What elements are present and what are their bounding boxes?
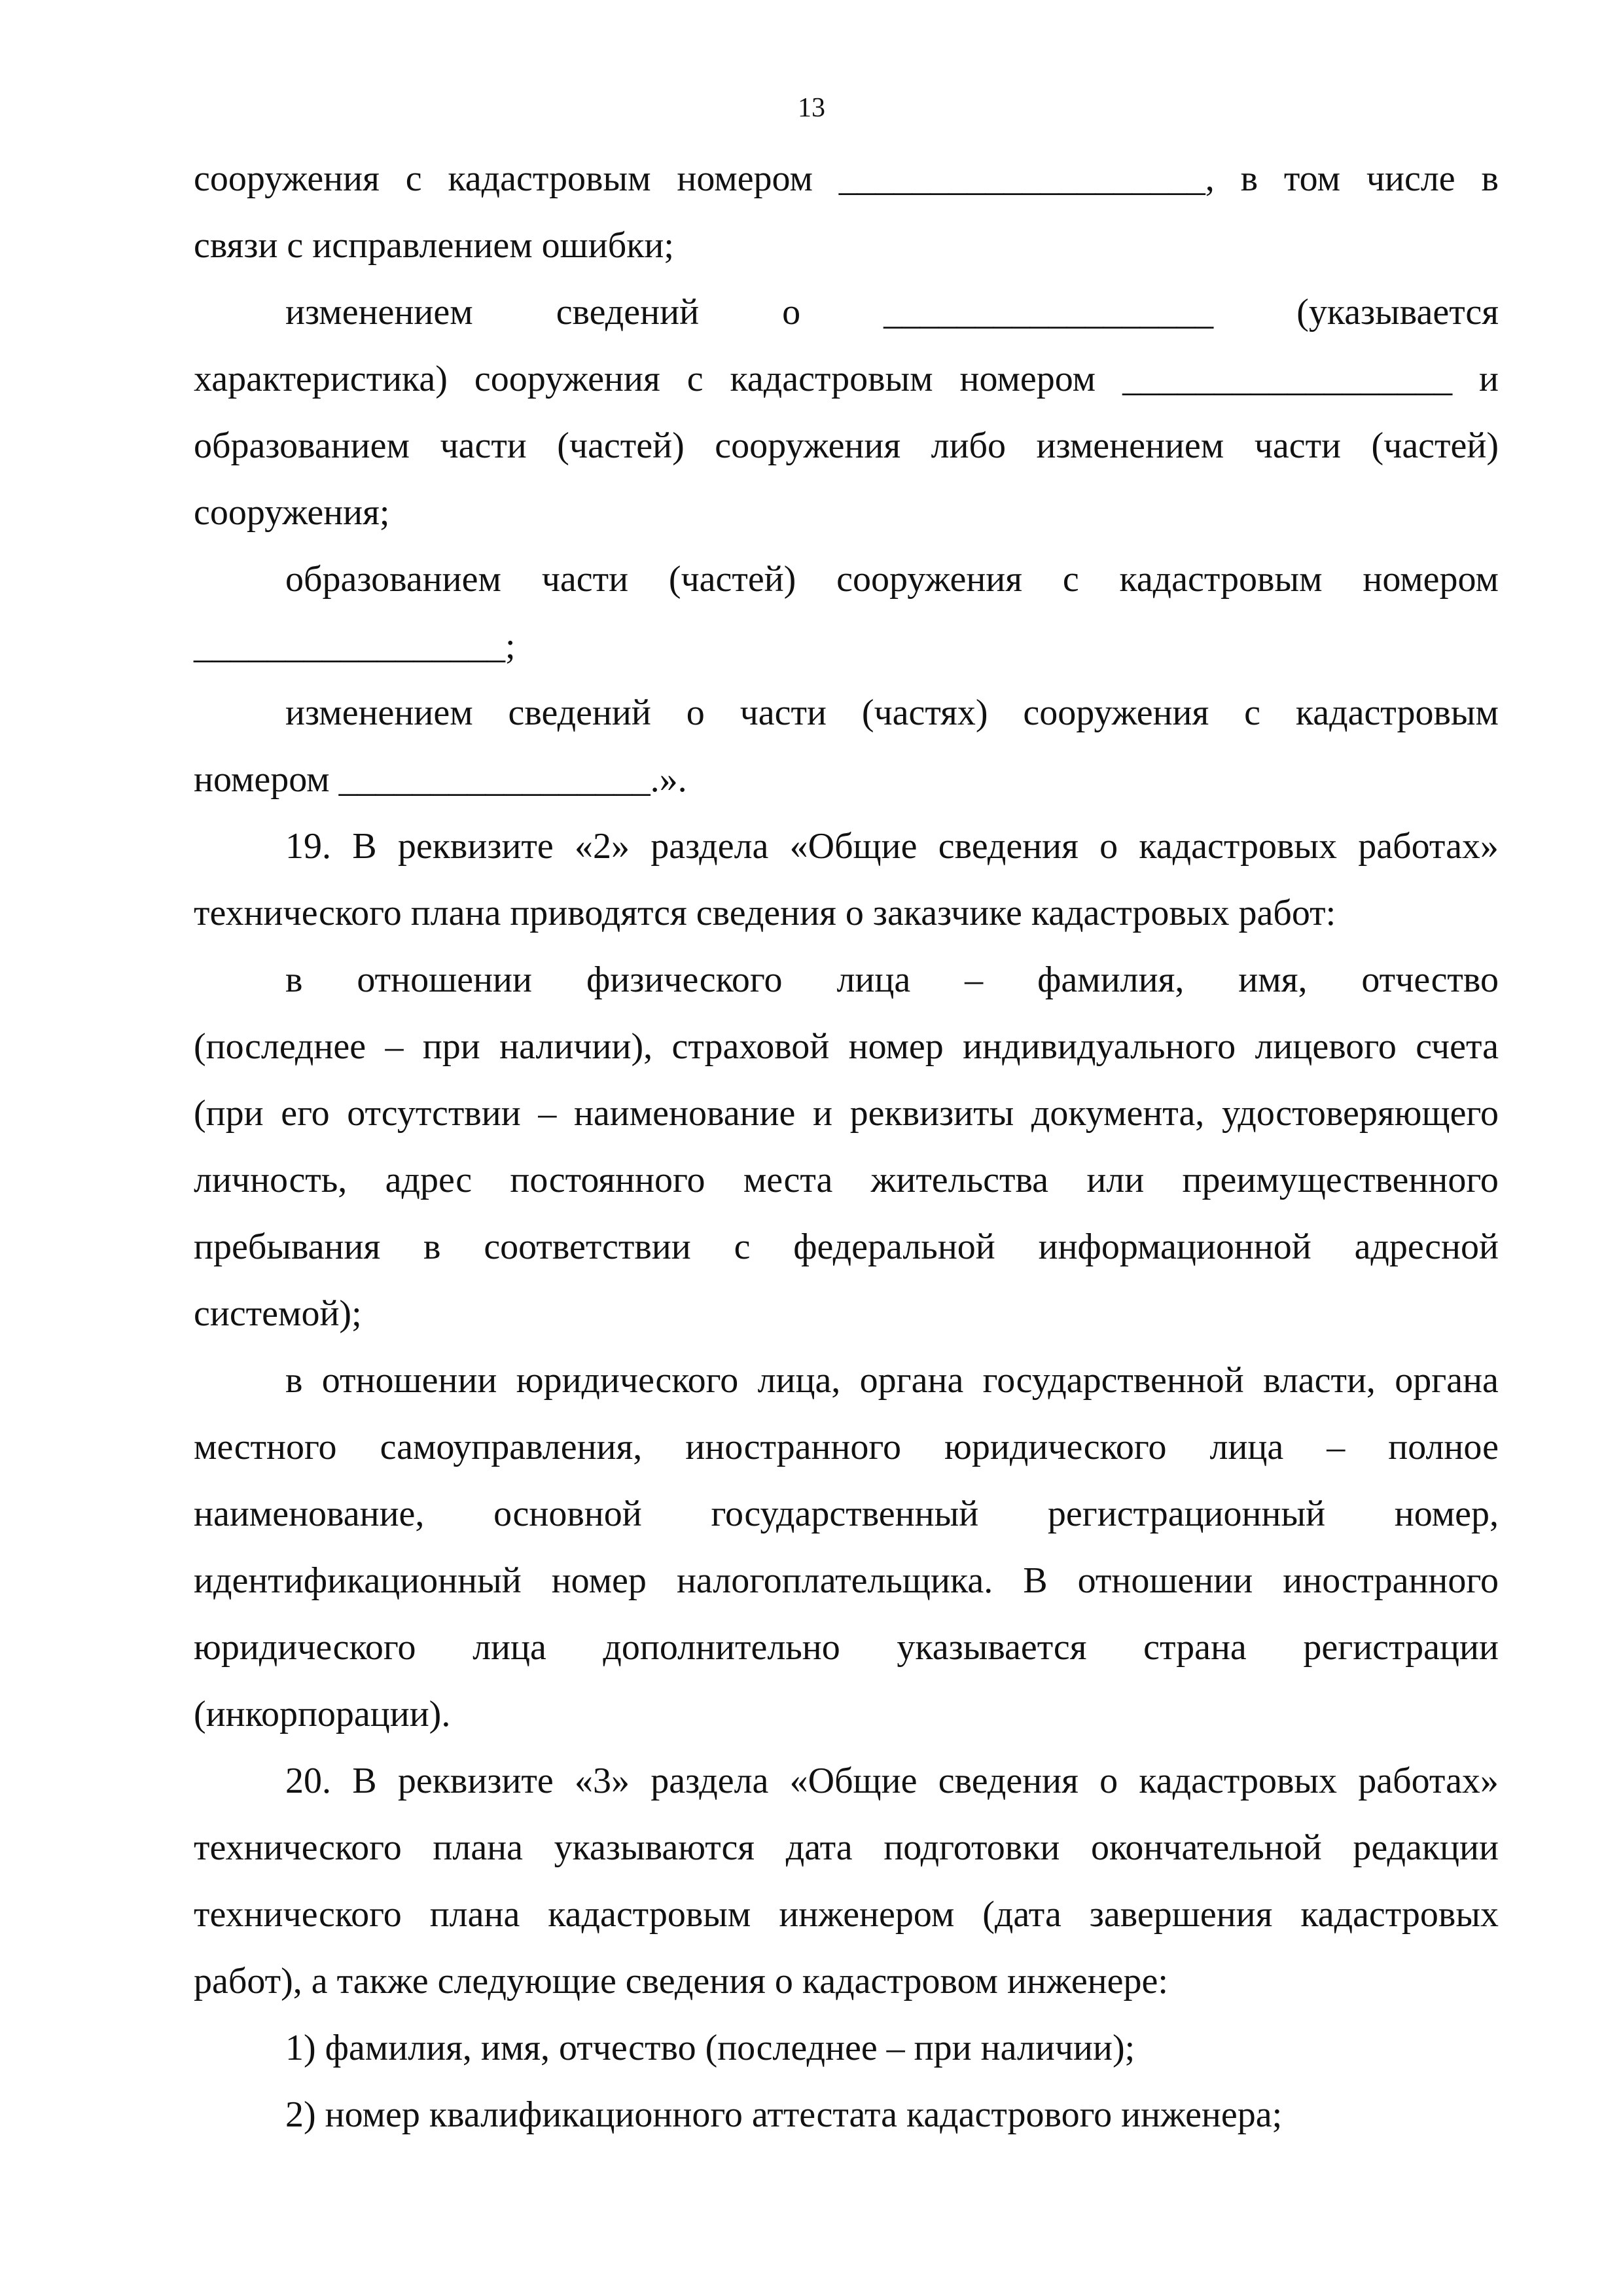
word: В (352, 826, 377, 867)
word: изменением (285, 692, 473, 733)
text-line-l7 (194, 546, 1499, 613)
word: государственной (982, 1360, 1244, 1401)
word: «Общие (789, 1761, 918, 1801)
text-line-l16 (194, 1147, 1499, 1213)
word: кадастровым (730, 359, 933, 399)
text-line-l26 (194, 1814, 1499, 1881)
word: постоянного (510, 1160, 705, 1200)
word: технического (194, 1894, 402, 1935)
word: (последнее (194, 1026, 366, 1067)
word: с (1244, 692, 1260, 733)
word: юридического (194, 1627, 416, 1668)
word: сведения (938, 1761, 1079, 1801)
word: (при (194, 1093, 264, 1134)
word: при (422, 1026, 480, 1067)
text-line-l13 (194, 946, 1499, 1013)
word: технического плана приводятся сведения о заказчике кадастровых работ: (194, 893, 1336, 933)
word: наименование (573, 1093, 796, 1134)
word: части (541, 559, 629, 600)
word: с (687, 359, 704, 399)
word: __________________ (883, 292, 1214, 332)
word: «2» (575, 826, 630, 867)
word: 1) фамилия, имя, отчество (последнее – при наличии); (285, 2028, 1135, 2068)
word: – (1327, 1427, 1346, 1467)
word: информационной (1038, 1227, 1311, 1267)
word: и (812, 1093, 832, 1134)
word: номер (848, 1026, 944, 1067)
word: личность, (194, 1160, 348, 1200)
word: имя, (1238, 960, 1308, 1000)
text-line-l4 (194, 346, 1499, 412)
word: технического (194, 1827, 402, 1868)
word: лицевого (1255, 1026, 1397, 1067)
word: лица (836, 960, 911, 1000)
word: с (734, 1227, 751, 1267)
word: идентификационный (194, 1560, 522, 1601)
word: лица (473, 1627, 546, 1668)
word: кадастровых (1300, 1894, 1499, 1935)
word: редакции (1353, 1827, 1499, 1868)
word: с (405, 158, 422, 199)
word: (частей) (1371, 425, 1499, 466)
word: отсутствии (347, 1093, 521, 1134)
word: наименование, (194, 1494, 425, 1534)
word: отношении (357, 960, 532, 1000)
word: характеристика) (194, 359, 448, 399)
word: подготовки (883, 1827, 1060, 1868)
text-line-l6 (194, 479, 1499, 546)
word: кадастровых (1139, 826, 1338, 867)
word: части (1254, 425, 1342, 466)
word: раздела (651, 1761, 769, 1801)
word: работах» (1358, 826, 1499, 867)
word: окончательной (1091, 1827, 1322, 1868)
word: _________________; (194, 626, 516, 666)
word: кадастровым (1119, 559, 1323, 600)
word: лица (1209, 1427, 1284, 1467)
word: фамилия, (1037, 960, 1185, 1000)
word: сведения (938, 826, 1079, 867)
word: числе (1366, 158, 1455, 199)
word: (частей) (557, 425, 685, 466)
text-line-l22 (194, 1547, 1499, 1614)
word: иностранного (685, 1427, 902, 1467)
word: инженером (779, 1894, 955, 1935)
word: или (1086, 1160, 1145, 1200)
word: сооружения (1023, 692, 1209, 733)
page-number: 13 (798, 93, 825, 123)
word: о (1099, 1761, 1118, 1801)
text-line-l25 (194, 1748, 1499, 1814)
word: самоуправления, (380, 1427, 643, 1467)
word: местного (194, 1427, 337, 1467)
word: либо (931, 425, 1007, 466)
word: в (285, 960, 303, 1000)
word: – (538, 1093, 557, 1134)
text-line-l9 (194, 679, 1499, 746)
word: удостоверяющего (1221, 1093, 1499, 1134)
word: о (1099, 826, 1118, 867)
word: В (352, 1761, 377, 1801)
word: указывается (897, 1627, 1087, 1668)
word: страна (1143, 1627, 1247, 1668)
word: преимущественного (1182, 1160, 1499, 1200)
word: отчество (1361, 960, 1499, 1000)
word: органа (1395, 1360, 1499, 1401)
word: реквизите (397, 1761, 554, 1801)
word: полное (1388, 1427, 1499, 1467)
word: регистрации (1303, 1627, 1499, 1668)
word: работах» (1358, 1761, 1499, 1801)
word: плана (429, 1894, 520, 1935)
text-line-l30 (194, 2081, 1499, 2148)
word: власти, (1263, 1360, 1376, 1401)
word: отношении (321, 1360, 497, 1401)
word: завершения (1089, 1894, 1273, 1935)
word: с (1062, 559, 1079, 600)
word: государственный (711, 1494, 979, 1534)
text-line-l18 (194, 1280, 1499, 1347)
word: 19. (285, 826, 331, 867)
text-line-l19 (194, 1347, 1499, 1414)
word: его (281, 1093, 330, 1134)
word: номером _________________.». (194, 759, 687, 800)
word: жительства (870, 1160, 1049, 1200)
text-line-l10 (194, 746, 1499, 813)
word: «Общие (789, 826, 918, 867)
word: о (686, 692, 705, 733)
word: кадастровым (548, 1894, 751, 1935)
word: в (1240, 158, 1258, 199)
word: юридического (516, 1360, 739, 1401)
word: части (440, 425, 527, 466)
word: сооружения; (194, 492, 390, 533)
word: федеральной (793, 1227, 995, 1267)
word: физического (586, 960, 783, 1000)
word: соответствии (484, 1227, 691, 1267)
word: в (1481, 158, 1499, 199)
word: основной (493, 1494, 642, 1534)
word: части (740, 692, 827, 733)
text-line-l8 (194, 613, 1499, 679)
word: образованием (285, 559, 501, 600)
word: изменением (285, 292, 473, 332)
word: сооружения (474, 359, 660, 399)
text-line-l1 (194, 145, 1499, 212)
word: номером (959, 359, 1096, 399)
word: о (782, 292, 801, 332)
word: места (743, 1160, 833, 1200)
word: связи с исправлением ошибки; (194, 225, 674, 266)
word: сведений (556, 292, 700, 332)
text-line-l24 (194, 1681, 1499, 1748)
word: дата (785, 1827, 853, 1868)
word: кадастровых (1139, 1761, 1338, 1801)
text-line-l12 (194, 880, 1499, 946)
text-line-l2 (194, 212, 1499, 279)
word: (инкорпорации). (194, 1694, 451, 1734)
word: __________________ (1122, 359, 1453, 399)
text-line-l15 (194, 1080, 1499, 1147)
word: номером (1363, 559, 1499, 600)
word: (частей) (668, 559, 796, 600)
word: образованием (194, 425, 410, 466)
text-line-l11 (194, 813, 1499, 880)
word: и (1479, 359, 1499, 399)
word: системой); (194, 1293, 362, 1334)
text-line-l27 (194, 1881, 1499, 1948)
word: сооружения (194, 158, 380, 199)
word: дополнительно (603, 1627, 840, 1668)
word: индивидуального (963, 1026, 1236, 1067)
word: реквизите (397, 826, 554, 867)
word: отношении (1077, 1560, 1253, 1601)
word: документа, (1031, 1093, 1205, 1134)
word: пребывания (194, 1227, 381, 1267)
text-line-l28 (194, 1948, 1499, 2015)
word: номер, (1394, 1494, 1499, 1534)
word: номер (551, 1560, 647, 1601)
word: адресной (1354, 1227, 1499, 1267)
text-line-l23 (194, 1614, 1499, 1681)
word: реквизиты (849, 1093, 1014, 1134)
word: наличии), (499, 1026, 653, 1067)
word: (указывается (1296, 292, 1499, 332)
word: сведений (508, 692, 651, 733)
word: юридического (944, 1427, 1167, 1467)
word: 2) номер квалификационного аттестата кадастрового инженера; (285, 2094, 1283, 2135)
text-line-l29 (194, 2015, 1499, 2081)
word: органа (859, 1360, 964, 1401)
word: (дата (982, 1894, 1061, 1935)
word: кадастровым (1295, 692, 1499, 733)
text-line-l14 (194, 1013, 1499, 1080)
word: сооружения (715, 425, 901, 466)
word: раздела (651, 826, 769, 867)
word: лица, (757, 1360, 841, 1401)
document-body (194, 145, 1499, 2148)
word: – (385, 1026, 404, 1067)
word: в (423, 1227, 441, 1267)
text-line-l17 (194, 1213, 1499, 1280)
text-line-l20 (194, 1414, 1499, 1480)
word: регистрационный (1047, 1494, 1326, 1534)
word: счета (1416, 1026, 1499, 1067)
word: ____________________, (838, 158, 1215, 199)
word: кадастровым (448, 158, 651, 199)
word: работ), а также следующие сведения о кадастровом инженере: (194, 1961, 1168, 2001)
text-line-l3 (194, 279, 1499, 346)
text-line-l5 (194, 412, 1499, 479)
word: адрес (385, 1160, 473, 1200)
text-line-l21 (194, 1480, 1499, 1547)
word: иностранного (1283, 1560, 1499, 1601)
word: том (1283, 158, 1341, 199)
word: сооружения (836, 559, 1023, 600)
word: изменением (1036, 425, 1224, 466)
word: страховой (671, 1026, 830, 1067)
word: В (1023, 1560, 1048, 1601)
word: указываются (554, 1827, 755, 1868)
word: – (965, 960, 984, 1000)
word: (частях) (861, 692, 988, 733)
word: в (285, 1360, 303, 1401)
word: «3» (575, 1761, 630, 1801)
word: 20. (285, 1761, 331, 1801)
word: номером (677, 158, 813, 199)
word: плана (433, 1827, 523, 1868)
word: налогоплательщика. (676, 1560, 993, 1601)
